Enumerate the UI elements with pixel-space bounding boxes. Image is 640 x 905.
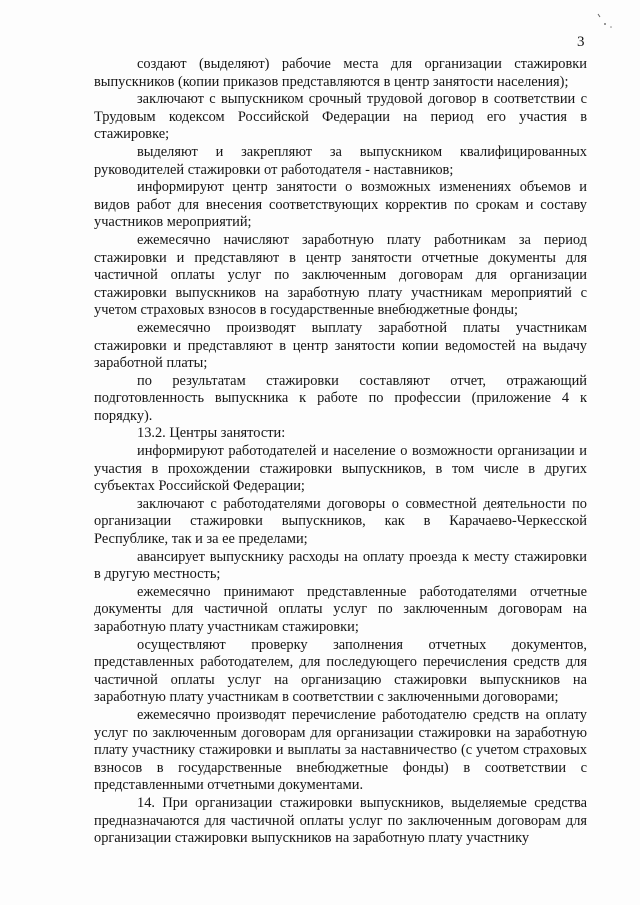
paragraph: ежемесячно принимают представленные работодателями отчетные документы для частичной оплаты услуг по заключенным договорам на заработную плату участникам стажировки; — [94, 583, 587, 635]
section-heading: 13.2. Центры занятости: — [137, 425, 286, 442]
paragraph: по результатам стажировки составляют отчет, отражающий подготовленность выпускника к работе по профессии (приложение 4 к порядку). — [94, 372, 587, 424]
paragraph: выделяют и закрепляют за выпускником квалифицированных руководителей стажировки от работодателя - наставников; — [94, 143, 587, 178]
paragraph: информируют работодателей и население о возможности организации и участия в прохождении стажировки выпускников, в том числе в других субъектах Российской Федерации; — [94, 443, 587, 495]
paragraph: ежемесячно начисляют заработную плату работникам за период стажировки и представляют в центр занятости отчетные документы для частичной оплаты услуг по заключенным договорам для организации стажировки выпускников на заработную плату участникам мероприятий с учетом страховых взносов в государственные внебюджетные фонды; — [94, 231, 587, 319]
paragraph: осуществляют проверку заполнения отчетных документов, представленных работодателем, для последующего перечисления средств для частичной оплаты услуг на организацию стажировки выпускников на заработную плату участникам в соответствии с заключенными договорами; — [94, 636, 587, 706]
paragraph: информируют центр занятости о возможных изменениях объемов и видов работ для внесения соответствующих корректив по срокам и составу участников мероприятий; — [94, 179, 587, 231]
scan-speck-marks — [593, 10, 623, 30]
body-text — [94, 56, 587, 848]
paragraph: авансирует выпускнику расходы на оплату проезда к месту стажировки в другую местность; — [94, 548, 587, 583]
paragraph: ежемесячно производят перечисление работодателю средств на оплату услуг по заключенным договорам для организации стажировки на заработную плату участнику стажировки и выплаты за наставничество (с учетом страховых взносов в государственные внебюджетные фонды) в соответствии с представленными отчетными документами. — [94, 706, 587, 794]
paragraph: заключают с работодателями договоры о совместной деятельности по организации стажировки выпускников, как в Карачаево-Черкесской Республике, так и за ее пределами; — [94, 495, 587, 548]
paragraph: ежемесячно производят выплату заработной платы участникам стажировки и представляют в центр занятости копии ведомостей на выдачу заработной платы; — [94, 319, 587, 372]
paragraph: создают (выделяют) рабочие места для организации стажировки выпускников (копии приказов представляются в центр занятости населения); — [94, 56, 587, 90]
paragraph: заключают с выпускником срочный трудовой договор в соответствии с Трудовым кодексом Российской Федерации на период его участия в стажировке; — [94, 91, 587, 143]
paragraph: 14. При организации стажировки выпускников, выделяемые средства предназначаются для частичной оплаты услуг по заключенным договорам для организации стажировки выпускников на заработную плату участнику — [94, 794, 587, 847]
page-number: 3 — [577, 34, 585, 50]
